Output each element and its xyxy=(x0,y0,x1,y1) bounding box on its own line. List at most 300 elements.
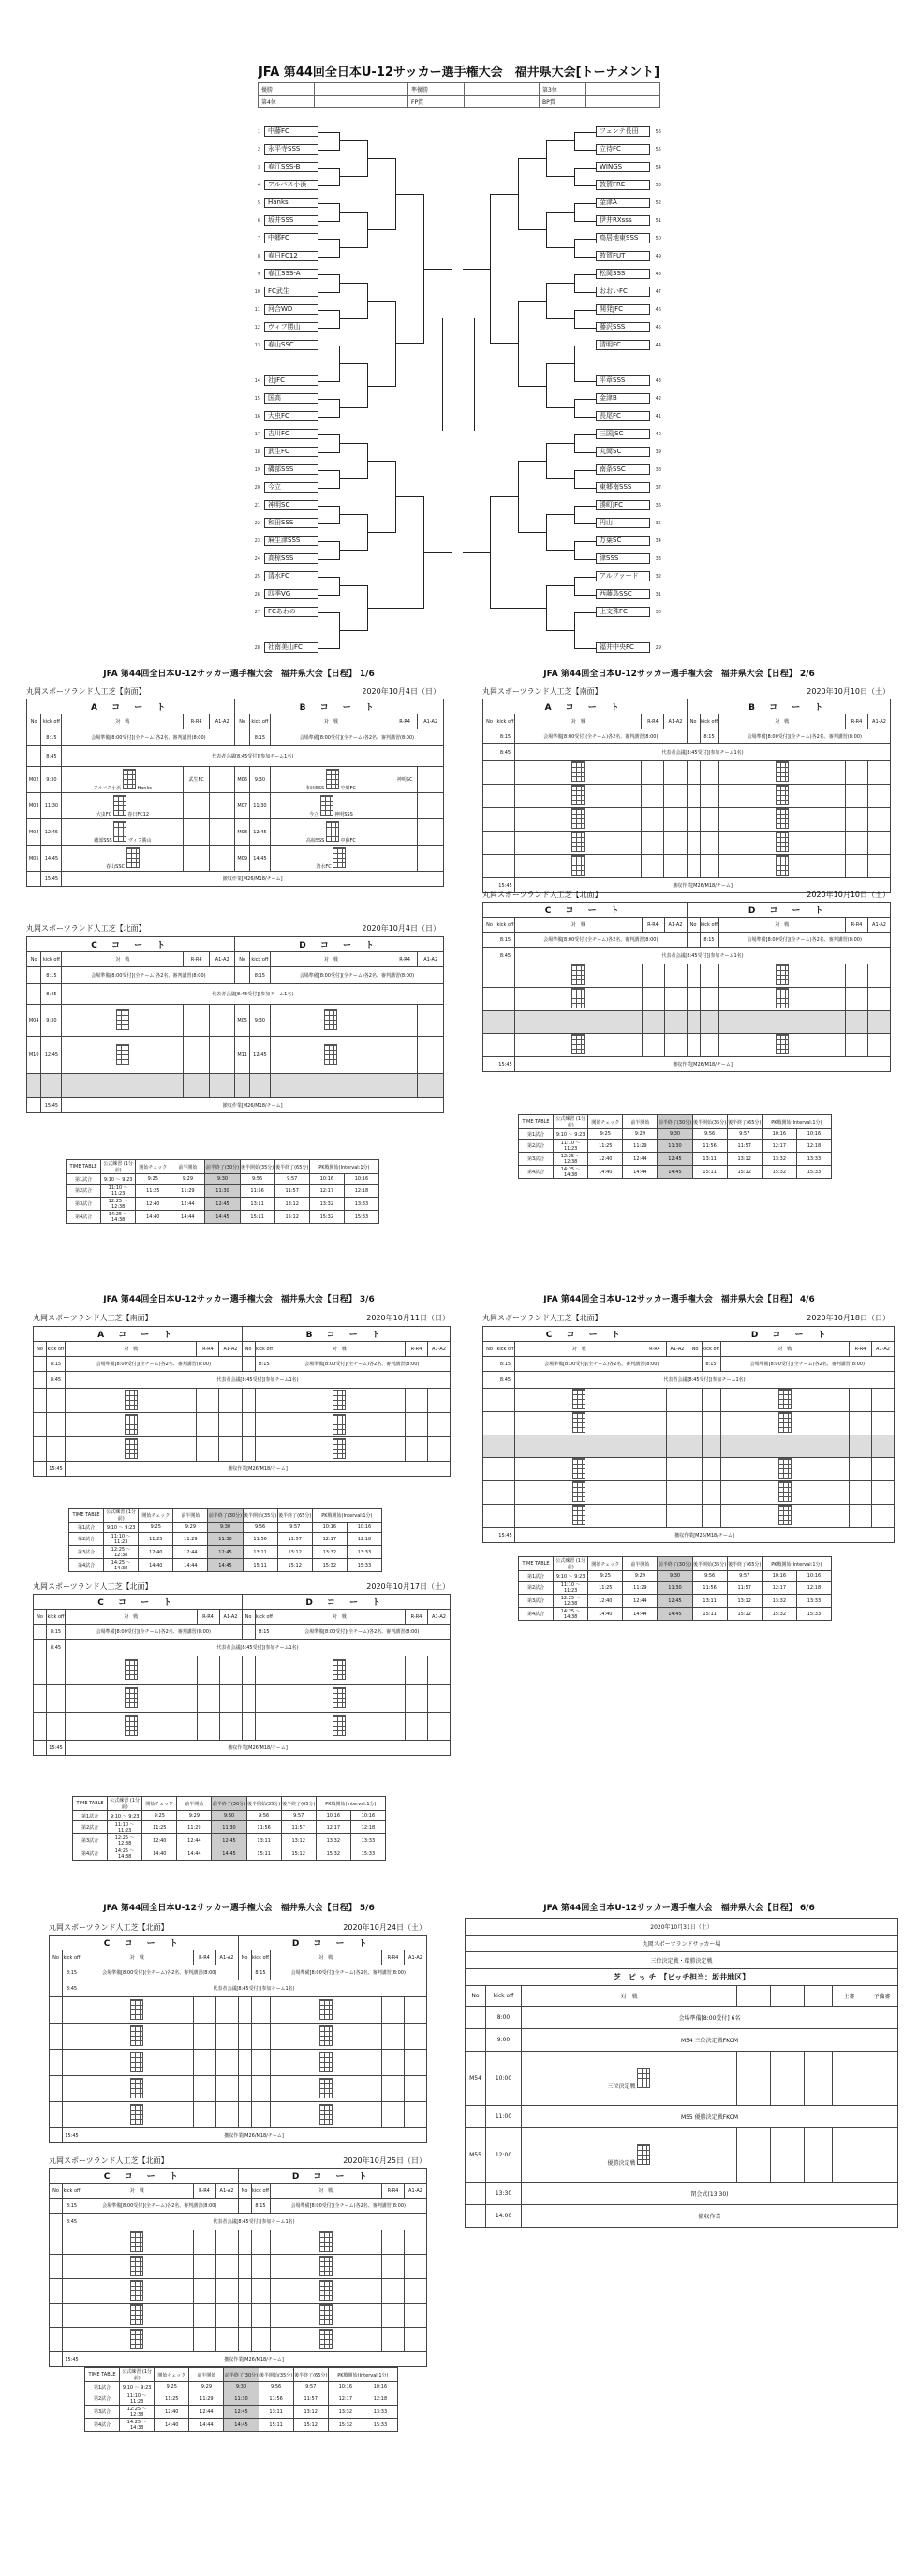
final-pitch: 芝 ピ ッ チ 【ピッチ担当：坂井地区】 xyxy=(466,1969,898,1986)
a-header: A1-A2 xyxy=(405,2184,427,2199)
m55-row: M55 優勝決定戦FKCM xyxy=(522,2106,898,2128)
bracket-line xyxy=(339,443,367,444)
bracket-team-right: おおいFC xyxy=(596,287,650,297)
tt-cell: 9:25 xyxy=(136,1174,170,1185)
time-cell: 15:45 xyxy=(41,1098,62,1113)
bracket-line xyxy=(519,386,547,387)
seed-number: 38 xyxy=(655,466,661,473)
tt-header: 開始チェック xyxy=(139,1509,173,1523)
tt-cell: 9:30 xyxy=(658,1571,692,1582)
time-cell: 8:15 xyxy=(251,1965,270,1980)
court-left-header: A コ ー ト xyxy=(483,699,688,714)
bracket-line xyxy=(575,470,596,471)
bracket-line xyxy=(491,608,519,609)
tt-cell: 12:44 xyxy=(173,1546,208,1559)
timetable-5 xyxy=(84,2367,398,2432)
bracket-line xyxy=(367,229,395,230)
team-name: 武生FC xyxy=(184,767,210,793)
bracket-line xyxy=(575,257,596,258)
team-name: 中藤FC xyxy=(340,837,356,844)
bracket-team-left: 高椋SSS xyxy=(264,553,318,564)
bracket-line xyxy=(491,194,519,195)
tt-header: 前半開始 xyxy=(173,1509,208,1523)
seed-number: 1 xyxy=(257,129,260,135)
tt-header: 後半開始(35分) xyxy=(692,1557,727,1571)
bracket-line xyxy=(339,407,367,408)
seed-number: 18 xyxy=(254,449,260,455)
tt-cell: 12:44 xyxy=(623,1595,658,1608)
tt-cell: 11:30 xyxy=(205,1185,240,1198)
venue-label: 丸岡スポーツランド人工芝【北面】 xyxy=(26,924,146,933)
bracket-team-right: 西藤島SSC xyxy=(596,589,650,599)
bracket-line xyxy=(318,541,339,542)
tt-cell: 14:40 xyxy=(588,1166,623,1179)
meeting-row: 会場準備[8:00受付] 6名 xyxy=(522,2007,898,2029)
time-cell: 11:00 xyxy=(486,2106,522,2128)
tt-cell: 13:32 xyxy=(762,1595,796,1608)
bracket-line xyxy=(367,158,395,159)
r-header: R-R4 xyxy=(405,1342,427,1357)
bracket-line xyxy=(318,257,339,258)
time-cell: 8:45 xyxy=(47,1372,66,1389)
tt-cell: 14:44 xyxy=(177,1847,212,1861)
bracket-line xyxy=(575,417,596,418)
meeting-row: 会場準備[8:00受付](全チーム)各2名、審判講習(8:00) xyxy=(81,2199,239,2214)
tt-cell: 11:25 xyxy=(588,1140,623,1153)
info-label: FP賞 xyxy=(408,96,465,108)
bracket-line xyxy=(318,523,339,524)
meeting-row: 会場準備[8:00受付](全チーム)各2名、審判講習(8:00) xyxy=(718,933,891,948)
tt-cell: 第2試合 xyxy=(69,1533,104,1546)
bracket-line xyxy=(575,541,596,542)
bracket-line xyxy=(547,283,575,284)
timetable-grid xyxy=(518,1556,832,1621)
tt-cell: 9:56 xyxy=(259,2382,293,2392)
tt-cell: 11:30 xyxy=(658,1140,692,1153)
bracket-line xyxy=(318,274,339,275)
time-cell: 14:45 xyxy=(249,846,270,872)
tt-cell: 第3試合 xyxy=(67,1198,101,1211)
schedule-6-title: JFA 第44回全日本U-12サッカー選手権大会 福井県大会【日程】 6/6 xyxy=(543,1904,815,1913)
time-cell: 8:45 xyxy=(496,744,515,761)
tt-cell: 12:45 xyxy=(224,2406,259,2419)
tt-cell: 15:32 xyxy=(762,1166,796,1179)
tt-cell: 15:11 xyxy=(692,1608,727,1621)
tt-cell: 13:33 xyxy=(796,1595,831,1608)
tt-header: PK戦開始(Interval:1分) xyxy=(328,2368,397,2382)
seed-number: 14 xyxy=(254,377,260,384)
tt-header: TIME TABLE xyxy=(73,1797,108,1811)
time-cell: 12:45 xyxy=(41,1037,62,1074)
date-label: 2020年10月4日（日） xyxy=(362,924,440,933)
seed-number: 10 xyxy=(254,288,260,295)
tt-cell: 12:17 xyxy=(762,1140,796,1153)
tt-cell: 15:33 xyxy=(796,1166,831,1179)
tt-cell: 10:16 xyxy=(347,1523,381,1533)
timetable-grid xyxy=(68,1508,382,1572)
tt-cell: 15:33 xyxy=(363,2419,397,2432)
r-header: R-R4 xyxy=(392,952,418,967)
date-label: 2020年10月18日（日） xyxy=(807,1314,890,1322)
r-header: R-R4 xyxy=(382,1950,405,1965)
seed-number: 46 xyxy=(655,306,661,313)
match-header: 対 戦 xyxy=(274,1610,406,1625)
r-header: R-R4 xyxy=(193,2184,215,2199)
court-d-header: D コ ー ト xyxy=(235,937,444,952)
time-cell: 15:45 xyxy=(47,1462,66,1477)
rep-row: 代表者会議[8:45受付](参加チーム1名) xyxy=(515,744,891,761)
schedule-5-title: JFA 第44回全日本U-12サッカー選手権大会 福井県大会【日程】 5/6 xyxy=(103,1904,375,1913)
time-cell: 12:45 xyxy=(249,819,270,846)
close-row: 閉会式(13:30) xyxy=(522,2183,898,2205)
kickoff-header: kick off xyxy=(700,918,718,933)
tt-cell: 12:17 xyxy=(312,1533,347,1546)
kickoff-header: kick off xyxy=(255,1342,274,1357)
bracket-line xyxy=(575,381,596,382)
bracket-line xyxy=(575,185,596,186)
a-header: A1-A2 xyxy=(219,1610,242,1625)
a-header: A1-A2 xyxy=(418,714,444,729)
tt-header: 開始チェック xyxy=(142,1797,177,1811)
seed-number: 39 xyxy=(655,449,661,455)
tt-cell: 11:29 xyxy=(173,1533,208,1546)
meeting-row: 会場準備[8:00受付](全チーム)各2名、審判講習(8:00) xyxy=(62,967,235,984)
bracket-line xyxy=(318,221,339,222)
tt-cell: 14:45 xyxy=(658,1608,692,1621)
tt-cell: 13:11 xyxy=(259,2406,293,2419)
clean-row: 撤収作業[M26/M18/チーム] xyxy=(81,2128,427,2143)
seed-number: 40 xyxy=(655,431,661,437)
bracket-line xyxy=(318,559,339,560)
a-header: A1-A2 xyxy=(418,952,444,967)
seed-number: 56 xyxy=(655,129,661,135)
time-cell: 9:30 xyxy=(41,1005,62,1037)
venue-label: 丸岡スポーツランド人工芝【南面】 xyxy=(33,1314,153,1322)
seed-number: 27 xyxy=(254,609,260,615)
bracket-team-right: 清明FC xyxy=(596,340,650,350)
bracket-team-right: 丸岡SC xyxy=(596,447,650,457)
time-cell: 12:45 xyxy=(41,819,62,846)
timetable-1 xyxy=(66,1159,379,1224)
bracket-team-left: 和田SSS xyxy=(264,518,318,528)
time-cell: 8:45 xyxy=(496,948,515,964)
bracket-line xyxy=(575,203,596,204)
bracket-team-right: 立待FC xyxy=(596,144,650,155)
bracket-line xyxy=(367,532,395,533)
meeting-row: 会場準備[8:00受付](全チーム)各2名、審判講習(8:00) xyxy=(274,1357,450,1372)
tt-cell: 15:12 xyxy=(277,1559,312,1572)
tt-cell: 11:56 xyxy=(692,1140,727,1153)
tt-cell: 12:25 〜 12:38 xyxy=(101,1198,136,1211)
seed-number: 9 xyxy=(257,271,260,277)
bracket-team-right: 福井中央FC xyxy=(596,642,650,653)
bracket-line xyxy=(339,176,367,177)
seed-number: 4 xyxy=(257,182,260,188)
tt-cell: 13:11 xyxy=(692,1595,727,1608)
tt-cell: 9:30 xyxy=(205,1174,240,1185)
r-header: R-R4 xyxy=(846,918,868,933)
tt-cell: 9:29 xyxy=(170,1174,205,1185)
tt-header: PK戦開始(Interval:1分) xyxy=(762,1115,831,1129)
tt-cell: 11:56 xyxy=(259,2392,293,2406)
tt-cell: 10:16 xyxy=(316,1811,350,1821)
meeting-row: 会場準備[8:00受付](全チーム)各2名、審判講習(8:00) xyxy=(274,1625,451,1640)
bracket-line xyxy=(318,185,339,186)
seed-number: 20 xyxy=(254,484,260,491)
timetable-3 xyxy=(68,1508,382,1572)
seed-number: 44 xyxy=(655,342,661,348)
bracket-line xyxy=(395,496,423,497)
venue-label: 丸岡スポーツランド人工芝【北面】 xyxy=(33,1582,153,1591)
tt-cell: 15:11 xyxy=(692,1166,727,1179)
tt-cell: 11:29 xyxy=(623,1140,658,1153)
r-header: R-R4 xyxy=(642,918,664,933)
seed-number: 50 xyxy=(655,235,661,242)
bracket-team-left: 河合WD xyxy=(264,304,318,315)
bracket-team-right: 上文殊FC xyxy=(596,607,650,617)
tt-cell: 13:32 xyxy=(328,2406,363,2419)
bracket-team-right: 万葉SC xyxy=(596,536,650,546)
tt-cell: 9:57 xyxy=(281,1811,316,1821)
bracket-team-right: 東郷南SSS xyxy=(596,482,650,493)
tt-cell: 第1試合 xyxy=(519,1129,554,1140)
seed-number: 12 xyxy=(254,324,260,331)
court-right-header: D コ ー ト xyxy=(242,1595,451,1610)
tt-cell: 第2試合 xyxy=(67,1185,101,1198)
page-title: JFA 第44回全日本U-12サッカー選手権大会 福井県大会[トーナメント] xyxy=(258,66,660,80)
info-value xyxy=(586,96,660,108)
timetable-4 xyxy=(518,1556,832,1621)
tt-cell: 12:18 xyxy=(363,2392,397,2406)
bracket-team-left: 武生FC xyxy=(264,447,318,457)
tt-cell: 14:25 〜 14:38 xyxy=(120,2419,155,2432)
tt-cell: 12:40 xyxy=(588,1595,623,1608)
meeting-row: 会場準備[8:00受付](全チーム)各2名、審判講習(8:00) xyxy=(720,1357,895,1372)
court-right-header: D コ ー ト xyxy=(687,903,891,918)
tt-cell: 15:33 xyxy=(796,1608,831,1621)
m54-label: 三位決定戦 xyxy=(607,2083,636,2090)
venue-label: 丸岡スポーツランド人工芝【南面】 xyxy=(26,687,146,696)
court-left-header: C コ ー ト xyxy=(483,1327,689,1342)
kickoff-header: kick off xyxy=(41,952,62,967)
seed-number: 32 xyxy=(655,573,661,580)
tt-header: 後半終了(65分) xyxy=(727,1557,762,1571)
schedule-table-cd-2 xyxy=(482,902,891,1072)
bracket-line xyxy=(339,550,367,551)
tt-cell: 第4試合 xyxy=(519,1166,554,1179)
tt-cell: 9:29 xyxy=(189,2382,224,2392)
team-name: 神明SC xyxy=(392,767,418,793)
time-cell: 9:00 xyxy=(486,2029,522,2052)
tt-cell: 11:10 〜 11:23 xyxy=(104,1533,139,1546)
tt-cell: 13:33 xyxy=(796,1153,831,1166)
results-table xyxy=(258,82,660,108)
tt-cell: 9:30 xyxy=(224,2382,259,2392)
tt-header: 後半終了(65分) xyxy=(727,1115,762,1129)
tt-cell: 12:25 〜 12:38 xyxy=(104,1546,139,1559)
time-cell: 8:15 xyxy=(255,1357,274,1372)
bracket-line xyxy=(575,399,596,400)
timetable-2 xyxy=(518,1114,832,1179)
bracket-line xyxy=(463,269,491,270)
a-header: A1-A2 xyxy=(427,1342,450,1357)
court-left-header: C コ ー ト xyxy=(34,1595,243,1610)
bracket-line xyxy=(575,488,596,489)
date-label: 2020年10月4日（日） xyxy=(362,687,440,696)
bracket-line xyxy=(318,132,339,133)
tt-cell: 13:11 xyxy=(246,1834,281,1847)
kickoff-header: kick off xyxy=(41,714,62,729)
tt-cell: 11:10 〜 11:23 xyxy=(554,1140,588,1153)
tt-cell: 11:30 xyxy=(208,1533,243,1546)
court-right-header: D コ ー ト xyxy=(238,1936,427,1950)
tt-cell: 14:45 xyxy=(224,2419,259,2432)
tt-cell: 第4試合 xyxy=(67,1211,101,1224)
bracket-line xyxy=(575,434,596,435)
time-cell: 8:15 xyxy=(249,729,270,746)
bracket-line xyxy=(318,399,339,400)
time-cell: 8:15 xyxy=(255,1625,274,1640)
bracket-team-right: 三国JSC xyxy=(596,429,650,439)
bracket-team-right: 開発JFC xyxy=(596,304,650,315)
final-event: 三位決定戦・環勝決定戦 xyxy=(466,1952,898,1969)
bracket-line xyxy=(547,585,575,586)
bracket-team-left: Hanks xyxy=(264,198,318,208)
bracket-line xyxy=(519,158,547,159)
time-cell: 8:15 xyxy=(41,967,62,984)
seed-number: 29 xyxy=(655,644,661,651)
bracket-line xyxy=(547,630,575,631)
tt-cell: 14:25 〜 14:38 xyxy=(101,1211,136,1224)
seed-number: 54 xyxy=(655,164,661,170)
tt-cell: 12:45 xyxy=(208,1546,243,1559)
bracket-team-left: 永平寺SSS xyxy=(264,144,318,155)
bracket-line xyxy=(575,310,596,311)
time-cell: 12:45 xyxy=(249,1037,270,1074)
schedule-table-cd-5a xyxy=(49,1935,427,2143)
bracket-line xyxy=(519,608,547,609)
seed-number: 53 xyxy=(655,182,661,188)
tt-cell: 11:30 xyxy=(212,1821,246,1834)
tt-cell: 14:25 〜 14:38 xyxy=(104,1559,139,1572)
tt-cell: 15:33 xyxy=(347,1559,381,1572)
bracket-line xyxy=(318,612,339,613)
time-cell: 8:15 xyxy=(496,933,515,948)
a-header: A1-A2 xyxy=(405,1950,427,1965)
time-cell: 8:15 xyxy=(496,729,515,744)
seed-number: 3 xyxy=(257,164,260,170)
bracket-line xyxy=(547,514,575,515)
seed-number: 49 xyxy=(655,253,661,259)
tt-header: 前半開始 xyxy=(170,1160,205,1174)
tt-cell: 9:56 xyxy=(692,1129,727,1140)
match-header: 対 戦 xyxy=(270,2184,382,2199)
tt-cell: 12:17 xyxy=(328,2392,363,2406)
schedule-table-ab-1: A コ ー ト B コ ー ト No kick off 対 戦 R-R4 A1-A2 No kick off 対 戦 R-R4 A1-A2 8:15 会場準備[8:00受付](全チーム)各2名、審判講習(8:00) 8:15 会場準備[8:00受付](全チーム)各2名、審判講習(8:00) 8:45 代表者会議[8:45受付](参加チーム1名) M02 9:30 アルバス小浜 Hanks 武生FC M06 9:30 和田SSS 中郷FC 神明SC M03 11:30 大虫FC 春日FC12 M07 11:30 今立 神明SSS M04 12:45 磯部SSS ヴィフ勝山 M08 12:45 高椋SSS 中藤FC M05 14:45 春山SSC M09 14:45 清水FC 15:45 撤収作業[M26/M18/チーム] xyxy=(26,699,444,887)
info-label: 優勝 xyxy=(259,83,315,96)
date-label: 2020年10月11日（日） xyxy=(366,1314,450,1322)
clean-row: 撤収作業 xyxy=(522,2205,898,2228)
tt-header: 後半開始(35分) xyxy=(246,1797,281,1811)
tt-cell: 9:25 xyxy=(588,1129,623,1140)
seed-number: 25 xyxy=(254,573,260,580)
meeting-row: 会場準備[8:00受付](全チーム)各2名、審判講習(8:00) xyxy=(66,1625,243,1640)
bracket-line xyxy=(318,168,339,169)
bracket-line xyxy=(575,239,596,240)
time-cell: 8:45 xyxy=(41,984,62,1005)
tt-header: 前半終了(30分) xyxy=(658,1557,692,1571)
seed-number: 41 xyxy=(655,413,661,420)
bracket-team-right: WINGS xyxy=(596,162,650,172)
tt-cell: 9:56 xyxy=(692,1571,727,1582)
bracket-line xyxy=(318,595,339,596)
tt-cell: 15:33 xyxy=(344,1211,378,1224)
meeting-row: 会場準備[8:00受付](全チーム)各2名、審判講習(8:00) xyxy=(81,1965,239,1980)
r-header: R-R4 xyxy=(392,714,418,729)
date-label: 2020年10月17日（土） xyxy=(366,1582,450,1591)
meeting-row: 会場準備[8:00受付](全チーム)各2名、審判講習(8:00) xyxy=(270,967,443,984)
bracket-team-right: 鳥居地東SSS xyxy=(596,233,650,243)
time-cell: 15:45 xyxy=(47,1741,66,1756)
tt-cell: 10:16 xyxy=(762,1129,796,1140)
tt-cell: 9:10 〜 9:23 xyxy=(554,1129,588,1140)
match-header: 対 戦 xyxy=(66,1610,198,1625)
tt-cell: 12:18 xyxy=(796,1582,831,1595)
seed-number: 13 xyxy=(254,342,260,348)
time-cell: 13:30 xyxy=(486,2183,522,2205)
tt-header: PK戦開始(Interval:1分) xyxy=(762,1557,831,1571)
bracket-team-right: 津SSS xyxy=(596,553,650,564)
bracket-team-left: 社JFC xyxy=(264,375,318,386)
meeting-row: 会場準備[8:00受付](全チーム)各2名、審判講習(8:00) xyxy=(718,729,890,744)
tt-cell: 12:45 xyxy=(658,1153,692,1166)
tt-cell: 14:40 xyxy=(155,2419,189,2432)
bracket-team-left: 春江SSS-B xyxy=(264,162,318,172)
tt-cell: 15:12 xyxy=(293,2419,328,2432)
tt-cell: 第3試合 xyxy=(519,1153,554,1166)
date-label: 2020年10月25日（日） xyxy=(343,2156,426,2165)
meeting-row: 会場準備[8:00受付](全チーム)各2名、審判講習(8:00) xyxy=(270,1965,427,1980)
tt-cell: 14:44 xyxy=(189,2419,224,2432)
tt-header: 公式練習 (1分前) xyxy=(120,2368,155,2382)
bracket-line xyxy=(547,478,575,479)
clean-row: 撤収作業[M26/M18/チーム] xyxy=(66,1741,451,1756)
kickoff-header: kick off xyxy=(702,1342,720,1357)
kickoff-header: kick off xyxy=(496,1342,515,1357)
tt-cell: 11:56 xyxy=(692,1582,727,1595)
tt-cell: 12:45 xyxy=(212,1834,246,1847)
seed-number: 36 xyxy=(655,502,661,508)
bracket-line xyxy=(547,363,575,364)
match-header: 対 戦 xyxy=(270,714,392,729)
tt-cell: 10:16 xyxy=(312,1523,347,1533)
tt-header: TIME TABLE xyxy=(519,1557,554,1571)
tt-cell: 15:32 xyxy=(328,2419,363,2432)
tt-cell: 15:12 xyxy=(274,1211,309,1224)
schedule-grid: A コ ー ト B コ ー ト No kick off 対 戦 R-R4 A1-A2 No kick off 対 戦 R-R4 A1-A2 8:15 会場準備[8:00受付](全チーム)各2名、審判講習(8:00) 8:15 会場準備[8:00受付](全チーム)各2名、審判講習(8:00) 8:45 代表者会議[8:45受付](参加チーム1名) 15:45 撤収作業[M26/M18/チーム] xyxy=(33,1326,451,1477)
m55-label: 優勝決定戦 xyxy=(607,2159,636,2167)
bracket-line xyxy=(575,506,596,507)
seed-number: 26 xyxy=(254,591,260,597)
bracket-line xyxy=(395,608,423,609)
bracket-team-right: 金津A xyxy=(596,198,650,208)
a-header: A1-A2 xyxy=(215,1950,238,1965)
info-value xyxy=(315,96,408,108)
tt-cell: 9:29 xyxy=(623,1571,658,1582)
tt-cell: 9:10 〜 9:23 xyxy=(554,1571,588,1582)
tt-header: 公式練習 (1分前) xyxy=(554,1557,588,1571)
bracket-team-left: 坂井SSS xyxy=(264,215,318,226)
